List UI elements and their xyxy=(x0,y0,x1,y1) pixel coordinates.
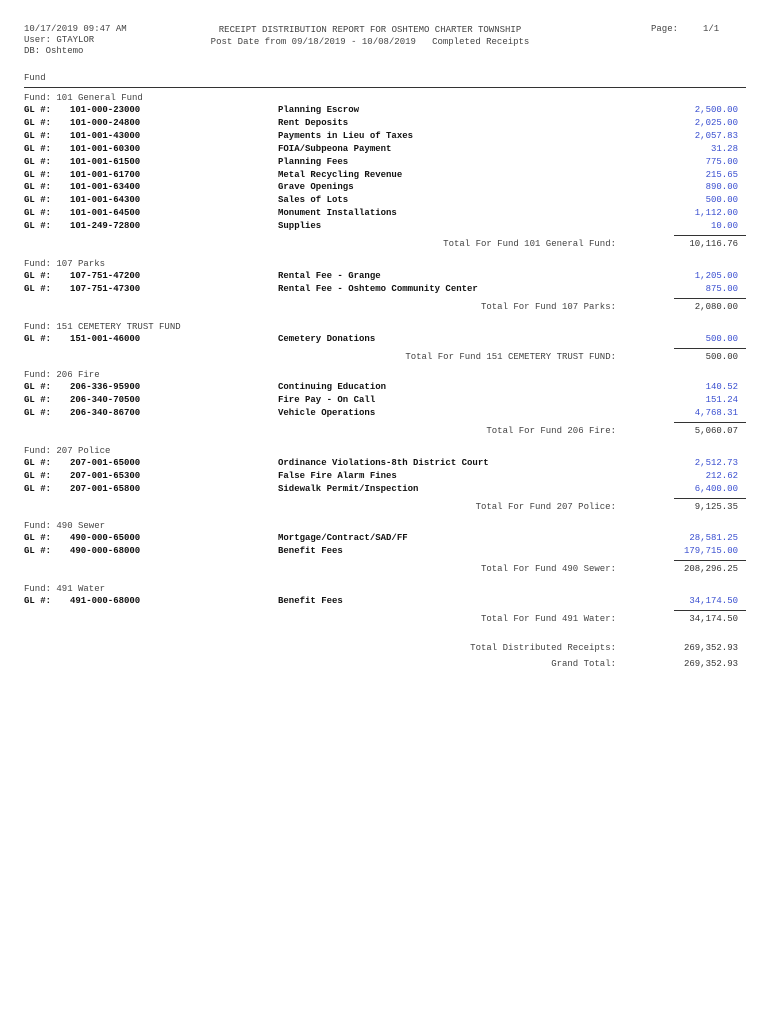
gl-account-number: 107-751-47200 xyxy=(70,271,141,281)
fund-total-amount: 10,116.76 xyxy=(689,239,738,249)
gl-description: Payments in Lieu of Taxes xyxy=(278,131,414,141)
total-distributed-label: Total Distributed Receipts: xyxy=(470,643,616,653)
gl-account-number: 101-001-64300 xyxy=(70,195,141,205)
gl-amount: 775.00 xyxy=(705,157,738,167)
gl-label: GL #: xyxy=(24,546,52,556)
report-datetime: 10/17/2019 09:47 AM xyxy=(24,24,127,34)
gl-account-number: 207-001-65800 xyxy=(70,484,141,494)
gl-amount: 2,025.00 xyxy=(694,118,738,128)
gl-description: Vehicle Operations xyxy=(278,408,376,418)
gl-account-number: 101-001-61500 xyxy=(70,157,141,167)
gl-description: Rental Fee - Oshtemo Community Center xyxy=(278,284,478,294)
gl-label: GL #: xyxy=(24,105,52,115)
fund-total-amount: 2,080.00 xyxy=(694,302,738,312)
gl-label: GL #: xyxy=(24,395,52,405)
fund-total-label: Total For Fund 491 Water: xyxy=(480,614,616,624)
fund-total-amount: 5,060.07 xyxy=(694,426,738,436)
gl-amount: 2,057.83 xyxy=(694,131,738,141)
gl-amount: 2,500.00 xyxy=(694,105,738,115)
report-db: DB: Oshtemo xyxy=(24,46,84,56)
gl-amount: 140.52 xyxy=(705,382,738,392)
gl-account-number: 206-336-95900 xyxy=(70,382,141,392)
gl-description: Mortgage/Contract/SAD/FF xyxy=(278,533,408,543)
gl-description: Fire Pay - On Call xyxy=(278,395,376,405)
gl-account-number: 101-001-64500 xyxy=(70,208,141,218)
gl-label: GL #: xyxy=(24,182,52,192)
gl-account-number: 151-001-46000 xyxy=(70,334,141,344)
gl-account-number: 207-001-65000 xyxy=(70,458,141,468)
fund-total-rule xyxy=(674,610,746,611)
gl-description: Continuing Education xyxy=(278,382,387,392)
gl-amount: 890.00 xyxy=(705,182,738,192)
gl-account-number: 101-001-60300 xyxy=(70,144,141,154)
gl-account-number: 101-249-72800 xyxy=(70,221,141,231)
fund-total-rule xyxy=(674,298,746,299)
gl-label: GL #: xyxy=(24,157,52,167)
grand-total-label: Grand Total: xyxy=(551,659,616,669)
gl-account-number: 490-000-65000 xyxy=(70,533,141,543)
gl-label: GL #: xyxy=(24,144,52,154)
gl-amount: 151.24 xyxy=(705,395,738,405)
gl-account-number: 101-001-43000 xyxy=(70,131,141,141)
gl-label: GL #: xyxy=(24,334,52,344)
gl-label: GL #: xyxy=(24,221,52,231)
gl-account-number: 490-000-68000 xyxy=(70,546,141,556)
gl-amount: 179,715.00 xyxy=(683,546,738,556)
fund-heading: Fund: 207 Police xyxy=(24,446,111,456)
report-subtitle: Post Date from 09/18/2019 - 10/08/2019 Completed Receipts xyxy=(210,37,530,47)
gl-label: GL #: xyxy=(24,458,52,468)
gl-description: False Fire Alarm Fines xyxy=(278,471,397,481)
gl-amount: 212.62 xyxy=(705,471,738,481)
gl-description: Monument Installations xyxy=(278,208,397,218)
gl-description: Supplies xyxy=(278,221,322,231)
gl-amount: 1,205.00 xyxy=(694,271,738,281)
fund-heading: Fund: 101 General Fund xyxy=(24,93,143,103)
gl-description: Planning Escrow xyxy=(278,105,360,115)
gl-amount: 10.00 xyxy=(710,221,738,231)
fund-total-rule xyxy=(674,422,746,423)
gl-account-number: 101-000-24800 xyxy=(70,118,141,128)
gl-label: GL #: xyxy=(24,208,52,218)
gl-amount: 6,400.00 xyxy=(694,484,738,494)
gl-amount: 4,768.31 xyxy=(694,408,738,418)
gl-description: Benefit Fees xyxy=(278,546,343,556)
page-number: 1/1 xyxy=(703,24,720,34)
gl-label: GL #: xyxy=(24,382,52,392)
gl-label: GL #: xyxy=(24,533,52,543)
gl-label: GL #: xyxy=(24,131,52,141)
fund-total-amount: 34,174.50 xyxy=(689,614,738,624)
fund-total-rule xyxy=(674,498,746,499)
gl-description: Benefit Fees xyxy=(278,596,343,606)
report-user: User: GTAYLOR xyxy=(24,35,95,45)
gl-amount: 875.00 xyxy=(705,284,738,294)
gl-description: Cemetery Donations xyxy=(278,334,376,344)
gl-label: GL #: xyxy=(24,170,52,180)
gl-description: FOIA/Subpeona Payment xyxy=(278,144,392,154)
fund-heading: Fund: 490 Sewer xyxy=(24,521,106,531)
fund-total-rule xyxy=(674,235,746,236)
fund-total-amount: 9,125.35 xyxy=(694,502,738,512)
gl-label: GL #: xyxy=(24,484,52,494)
gl-description: Rent Deposits xyxy=(278,118,349,128)
fund-total-label: Total For Fund 151 CEMETERY TRUST FUND: xyxy=(405,352,616,362)
fund-total-label: Total For Fund 207 Police: xyxy=(475,502,616,512)
fund-heading: Fund: 491 Water xyxy=(24,584,106,594)
fund-total-rule xyxy=(674,560,746,561)
gl-description: Grave Openings xyxy=(278,182,354,192)
gl-label: GL #: xyxy=(24,596,52,606)
fund-total-rule xyxy=(674,348,746,349)
gl-amount: 500.00 xyxy=(705,195,738,205)
gl-account-number: 101-000-23000 xyxy=(70,105,141,115)
gl-description: Planning Fees xyxy=(278,157,349,167)
gl-amount: 215.65 xyxy=(705,170,738,180)
gl-amount: 500.00 xyxy=(705,334,738,344)
gl-description: Metal Recycling Revenue xyxy=(278,170,403,180)
fund-total-label: Total For Fund 490 Sewer: xyxy=(480,564,616,574)
gl-description: Ordinance Violations-8th District Court xyxy=(278,458,489,468)
gl-label: GL #: xyxy=(24,408,52,418)
gl-amount: 2,512.73 xyxy=(694,458,738,468)
fund-total-label: Total For Fund 206 Fire: xyxy=(486,426,616,436)
gl-account-number: 101-001-63400 xyxy=(70,182,141,192)
gl-amount: 1,112.00 xyxy=(694,208,738,218)
gl-label: GL #: xyxy=(24,195,52,205)
gl-account-number: 206-340-86700 xyxy=(70,408,141,418)
fund-total-label: Total For Fund 107 Parks: xyxy=(480,302,616,312)
gl-account-number: 491-000-68000 xyxy=(70,596,141,606)
header-divider xyxy=(24,87,746,88)
fund-heading: Fund: 107 Parks xyxy=(24,259,106,269)
gl-label: GL #: xyxy=(24,471,52,481)
fund-total-amount: 500.00 xyxy=(705,352,738,362)
gl-amount: 31.28 xyxy=(710,144,738,154)
column-header-fund: Fund xyxy=(24,73,46,83)
gl-account-number: 207-001-65300 xyxy=(70,471,141,481)
page-label: Page: xyxy=(651,24,679,34)
grand-total-value: 269,352.93 xyxy=(683,659,738,669)
gl-label: GL #: xyxy=(24,271,52,281)
gl-account-number: 101-001-61700 xyxy=(70,170,141,180)
report-title: RECEIPT DISTRIBUTION REPORT FOR OSHTEMO CHARTER TOWNSHIP xyxy=(218,25,522,35)
gl-label: GL #: xyxy=(24,284,52,294)
total-distributed-value: 269,352.93 xyxy=(683,643,738,653)
gl-description: Rental Fee - Grange xyxy=(278,271,381,281)
gl-description: Sales of Lots xyxy=(278,195,349,205)
fund-heading: Fund: 206 Fire xyxy=(24,370,100,380)
gl-label: GL #: xyxy=(24,118,52,128)
fund-total-label: Total For Fund 101 General Fund: xyxy=(443,239,616,249)
fund-total-amount: 208,296.25 xyxy=(683,564,738,574)
gl-account-number: 107-751-47300 xyxy=(70,284,141,294)
gl-amount: 34,174.50 xyxy=(689,596,738,606)
gl-account-number: 206-340-70500 xyxy=(70,395,141,405)
gl-amount: 28,581.25 xyxy=(689,533,738,543)
fund-heading: Fund: 151 CEMETERY TRUST FUND xyxy=(24,322,181,332)
gl-description: Sidewalk Permit/Inspection xyxy=(278,484,419,494)
